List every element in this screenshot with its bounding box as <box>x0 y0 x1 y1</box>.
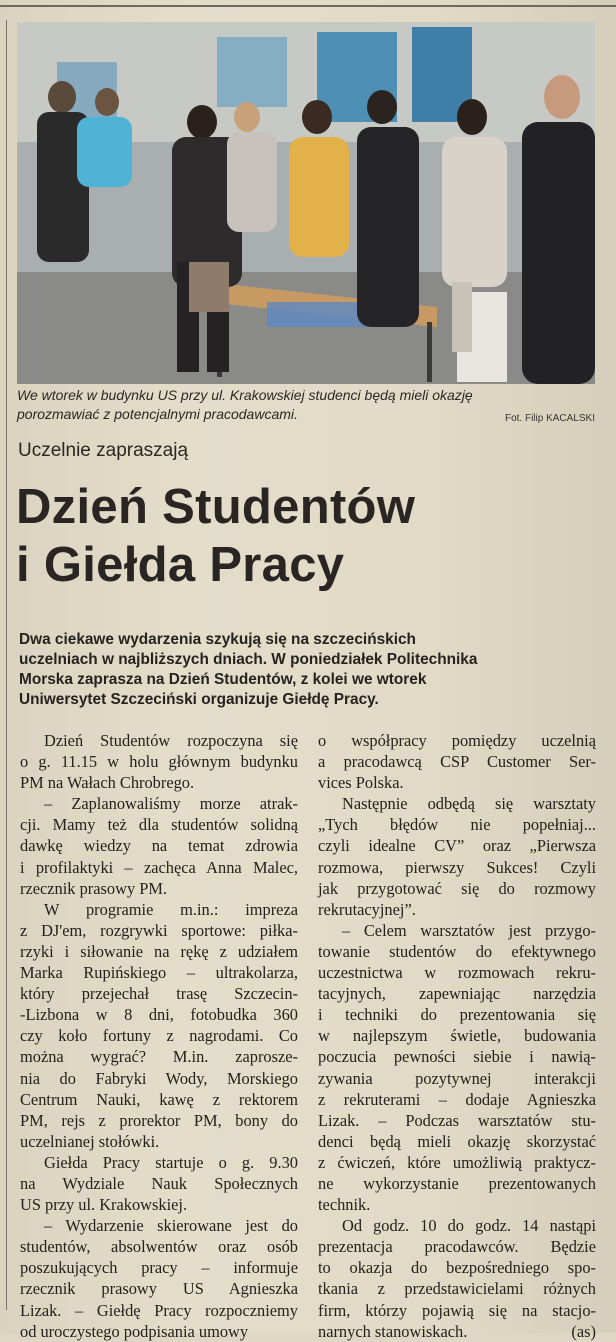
body-text-line: tacyjnych, zapewniając narzędzia <box>318 984 596 1004</box>
body-text-line: zywania pozytywnej interakcji <box>318 1068 596 1088</box>
body-text-line: to okazja do bezpośredniego spo- <box>318 1258 596 1278</box>
caption-line-2: porozmawiać z potencjalnymi pracodawcami. <box>17 406 298 422</box>
top-rule <box>0 5 616 7</box>
body-text-line: -Lizbona w 8 dni, fotobudka 360 <box>20 1005 298 1025</box>
column-rule <box>6 20 7 1310</box>
body-text-line: Od godz. 10 do godz. 14 nastąpi <box>342 1216 596 1236</box>
body-text-line: jak przygotować się do rozmowy <box>318 878 596 898</box>
body-text-line: US przy ul. Krakowskiej. <box>20 1195 188 1215</box>
body-text-line: narnych stanowiskach. <box>318 1321 468 1341</box>
body-text-line: vices Polska. <box>318 773 404 793</box>
body-text-line: poczucia pewności siebie i nawią- <box>318 1047 596 1067</box>
body-text-line: w najlepszym świetle, budowania <box>318 1026 596 1046</box>
body-text-line: – Celem warsztatów jest przygo- <box>342 920 596 940</box>
author-signature: (as) <box>571 1321 596 1341</box>
body-text-line: Lizak. – Podczas warsztatów stu- <box>318 1110 596 1130</box>
body-text-line: Marka Rupińskiego – ultrakolarza, <box>20 963 298 983</box>
headline-line-1: Dzień Studentów <box>16 480 416 534</box>
article-body-column-left <box>20 730 298 1342</box>
body-text-line: rzecznik prasowy US Agnieszka <box>20 1279 298 1299</box>
lead-line: Morska zaprasza na Dzień Studentów, z kolei we wtorek <box>19 671 427 688</box>
body-text-line: rzecznik prasowy PM. <box>20 878 168 898</box>
body-text-line: cji. Mamy też dla studentów solidną <box>20 815 298 835</box>
body-text-line: można wygrać? M.in. zaprosze- <box>20 1047 298 1067</box>
article-headline <box>16 478 596 594</box>
body-text-line: tkania z przedstawicielami różnych <box>318 1279 596 1299</box>
body-text-line: firm, którzy pojawią się na stacjo- <box>318 1300 596 1320</box>
caption-line-1: We wtorek w budynku US przy ul. Krakowskiej studenci będą mieli okazję <box>17 387 473 403</box>
body-text-line: poszukujących pracy – informuje <box>20 1258 298 1278</box>
body-text-line: – Wydarzenie skierowane jest do <box>44 1216 298 1236</box>
body-text-line: a pracodawcą CSP Customer Ser- <box>318 752 596 772</box>
body-text-line: czy koło fortuny z nagrodami. Co <box>20 1026 298 1046</box>
lead-line: Dwa ciekawe wydarzenia szykują się na szczecińskich <box>19 631 416 648</box>
body-text-line: Dzień Studentów rozpoczyna się <box>44 731 298 750</box>
body-text-line: o współpracy pomiędzy uczelnią <box>318 731 596 750</box>
lead-line: Uniwersytet Szczeciński organizuje Giełdę Pracy. <box>19 691 379 708</box>
body-text-line: – Zaplanowaliśmy morze atrak- <box>44 794 298 814</box>
article-body-column-right <box>318 730 596 1342</box>
body-text-line: od uroczystego podpisania umowy <box>20 1321 249 1341</box>
students-and-employers-photo <box>17 22 595 384</box>
body-text-line: Centrum Nauki, kawę z rektorem <box>20 1089 298 1109</box>
article-kicker: Uczelnie zapraszają <box>18 440 189 461</box>
body-text-line: Lizak. – Giełdę Pracy rozpoczniemy <box>20 1300 298 1320</box>
body-text-line: na Wydziale Nauk Społecznych <box>20 1173 298 1193</box>
body-text-line: rozmowa, pierwszy Sukces! Czyli <box>318 857 596 877</box>
body-text-line: studentów, absolwentów oraz osób <box>20 1237 298 1257</box>
photo-caption <box>17 386 595 428</box>
body-text-line: rzyki i siłowanie na rękę z udziałem <box>20 941 298 961</box>
body-text-line: W programie m.in.: impreza <box>44 899 298 919</box>
body-text-line: Następnie odbędą się warsztaty <box>342 794 596 814</box>
body-text-line: który przejechał trasę Szczecin- <box>20 984 298 1004</box>
article-lead <box>19 630 597 710</box>
body-text-line: Giełda Pracy startuje o g. 9.30 <box>44 1152 298 1172</box>
photo-credit: Fot. Filip KACALSKI <box>504 413 595 424</box>
body-text-line: z DJ'em, rozgrywki sportowe: piłka- <box>20 920 298 940</box>
column-separator <box>308 728 309 1308</box>
body-text-line: PM, rejs z prorektor PM, bony do <box>20 1110 298 1130</box>
body-text-line: rekrutacyjnej”. <box>318 899 416 919</box>
body-text-line: towanie studentów do efektywnego <box>318 941 596 961</box>
body-text-line: PM na Wałach Chrobrego. <box>20 773 195 793</box>
body-text-line: o g. 11.15 w holu głównym budynku <box>20 752 298 772</box>
body-text-line: czyli idealne CV” oraz „Pierwsza <box>318 836 596 856</box>
body-text-line: denci będą mieli okazję skorzystać <box>318 1131 596 1151</box>
body-text-line: uczestnictwa w rozmowach rekru- <box>318 963 596 983</box>
headline-line-2: i Giełda Pracy <box>16 538 345 592</box>
body-text-line: z ćwiczeń, które umożliwią praktycz- <box>318 1152 596 1172</box>
body-text-line: dawkę wiedzy na temat zdrowia <box>20 836 298 856</box>
body-text-line: uczelnianej stołówki. <box>20 1131 160 1151</box>
body-text-line: „Tych błędów nie popełniaj... <box>318 815 596 835</box>
body-text-line: nia do Fabryki Wody, Morskiego <box>20 1068 298 1088</box>
body-text-line: technik. <box>318 1195 371 1215</box>
body-text-line: i techniki do prezentowania się <box>318 1005 596 1025</box>
lead-line: uczelniach w najbliższych dniach. W poniedziałek Politechnika <box>19 651 478 668</box>
body-text-line: prezentacja pracodawców. Będzie <box>318 1237 596 1257</box>
body-text-line: i profilaktyki – zachęca Anna Malec, <box>20 857 298 877</box>
body-text-line: z rekruterami – dodaje Agnieszka <box>318 1089 596 1109</box>
body-text-line: ne wykorzystanie prezentowanych <box>318 1173 596 1193</box>
